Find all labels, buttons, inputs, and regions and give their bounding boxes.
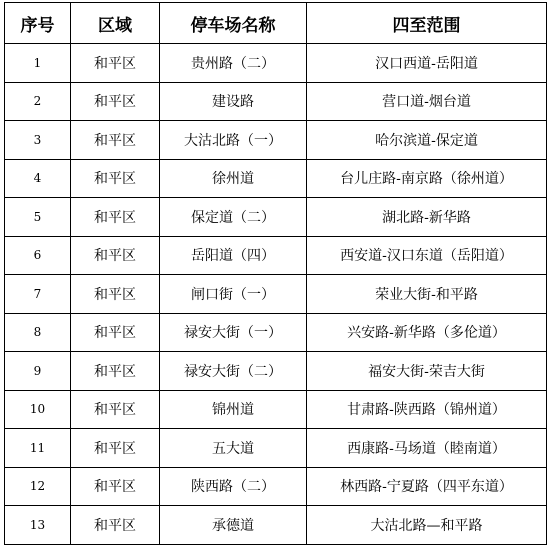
table-row <box>5 82 547 121</box>
cell-index: 8 <box>5 313 71 352</box>
cell-lot-name: 陕西路（二） <box>160 467 307 506</box>
header-lot-name: 停车场名称 <box>160 3 307 44</box>
table-row <box>5 236 547 275</box>
cell-district: 和平区 <box>71 506 160 545</box>
cell-district: 和平区 <box>71 467 160 506</box>
cell-district: 和平区 <box>71 44 160 83</box>
cell-boundary: 兴安路-新华路（多伦道） <box>307 313 547 352</box>
cell-index: 9 <box>5 352 71 391</box>
cell-boundary: 哈尔滨道-保定道 <box>307 121 547 160</box>
cell-boundary: 荣业大街-和平路 <box>307 275 547 314</box>
cell-boundary: 福安大街-荣吉大街 <box>307 352 547 391</box>
cell-district: 和平区 <box>71 352 160 391</box>
header-row <box>5 3 547 44</box>
cell-index: 12 <box>5 467 71 506</box>
cell-boundary: 营口道-烟台道 <box>307 82 547 121</box>
cell-index: 7 <box>5 275 71 314</box>
table-row <box>5 275 547 314</box>
cell-index: 1 <box>5 44 71 83</box>
cell-lot-name: 禄安大街（二） <box>160 352 307 391</box>
cell-index: 13 <box>5 506 71 545</box>
cell-boundary: 甘肃路-陕西路（锦州道） <box>307 390 547 429</box>
cell-district: 和平区 <box>71 313 160 352</box>
header-index: 序号 <box>5 3 71 44</box>
cell-lot-name: 闸口街（一） <box>160 275 307 314</box>
cell-boundary: 林西路-宁夏路（四平东道） <box>307 467 547 506</box>
table-row <box>5 159 547 198</box>
cell-index: 6 <box>5 236 71 275</box>
cell-lot-name: 岳阳道（四） <box>160 236 307 275</box>
cell-district: 和平区 <box>71 390 160 429</box>
cell-index: 5 <box>5 198 71 237</box>
cell-boundary: 湖北路-新华路 <box>307 198 547 237</box>
cell-index: 4 <box>5 159 71 198</box>
cell-boundary: 西康路-马场道（睦南道） <box>307 429 547 468</box>
cell-lot-name: 锦州道 <box>160 390 307 429</box>
cell-district: 和平区 <box>71 275 160 314</box>
header-boundary: 四至范围 <box>307 3 547 44</box>
cell-index: 11 <box>5 429 71 468</box>
cell-boundary: 台儿庄路-南京路（徐州道） <box>307 159 547 198</box>
cell-district: 和平区 <box>71 82 160 121</box>
cell-lot-name: 建设路 <box>160 82 307 121</box>
parking-lot-table <box>4 2 547 545</box>
cell-lot-name: 大沽北路（一） <box>160 121 307 160</box>
cell-lot-name: 徐州道 <box>160 159 307 198</box>
table-row <box>5 198 547 237</box>
cell-district: 和平区 <box>71 429 160 468</box>
cell-boundary: 西安道-汉口东道（岳阳道） <box>307 236 547 275</box>
table-row <box>5 313 547 352</box>
cell-boundary: 大沽北路—和平路 <box>307 506 547 545</box>
cell-lot-name: 承德道 <box>160 506 307 545</box>
table-row <box>5 506 547 545</box>
cell-lot-name: 贵州路（二） <box>160 44 307 83</box>
table-row <box>5 390 547 429</box>
cell-district: 和平区 <box>71 236 160 275</box>
table-row <box>5 352 547 391</box>
cell-boundary: 汉口西道-岳阳道 <box>307 44 547 83</box>
cell-district: 和平区 <box>71 198 160 237</box>
table-row <box>5 44 547 83</box>
cell-lot-name: 禄安大街（一） <box>160 313 307 352</box>
header-district: 区域 <box>71 3 160 44</box>
cell-district: 和平区 <box>71 159 160 198</box>
table-row <box>5 467 547 506</box>
cell-index: 2 <box>5 82 71 121</box>
table-row <box>5 121 547 160</box>
cell-lot-name: 保定道（二） <box>160 198 307 237</box>
cell-lot-name: 五大道 <box>160 429 307 468</box>
cell-index: 10 <box>5 390 71 429</box>
table-row <box>5 429 547 468</box>
cell-index: 3 <box>5 121 71 160</box>
cell-district: 和平区 <box>71 121 160 160</box>
